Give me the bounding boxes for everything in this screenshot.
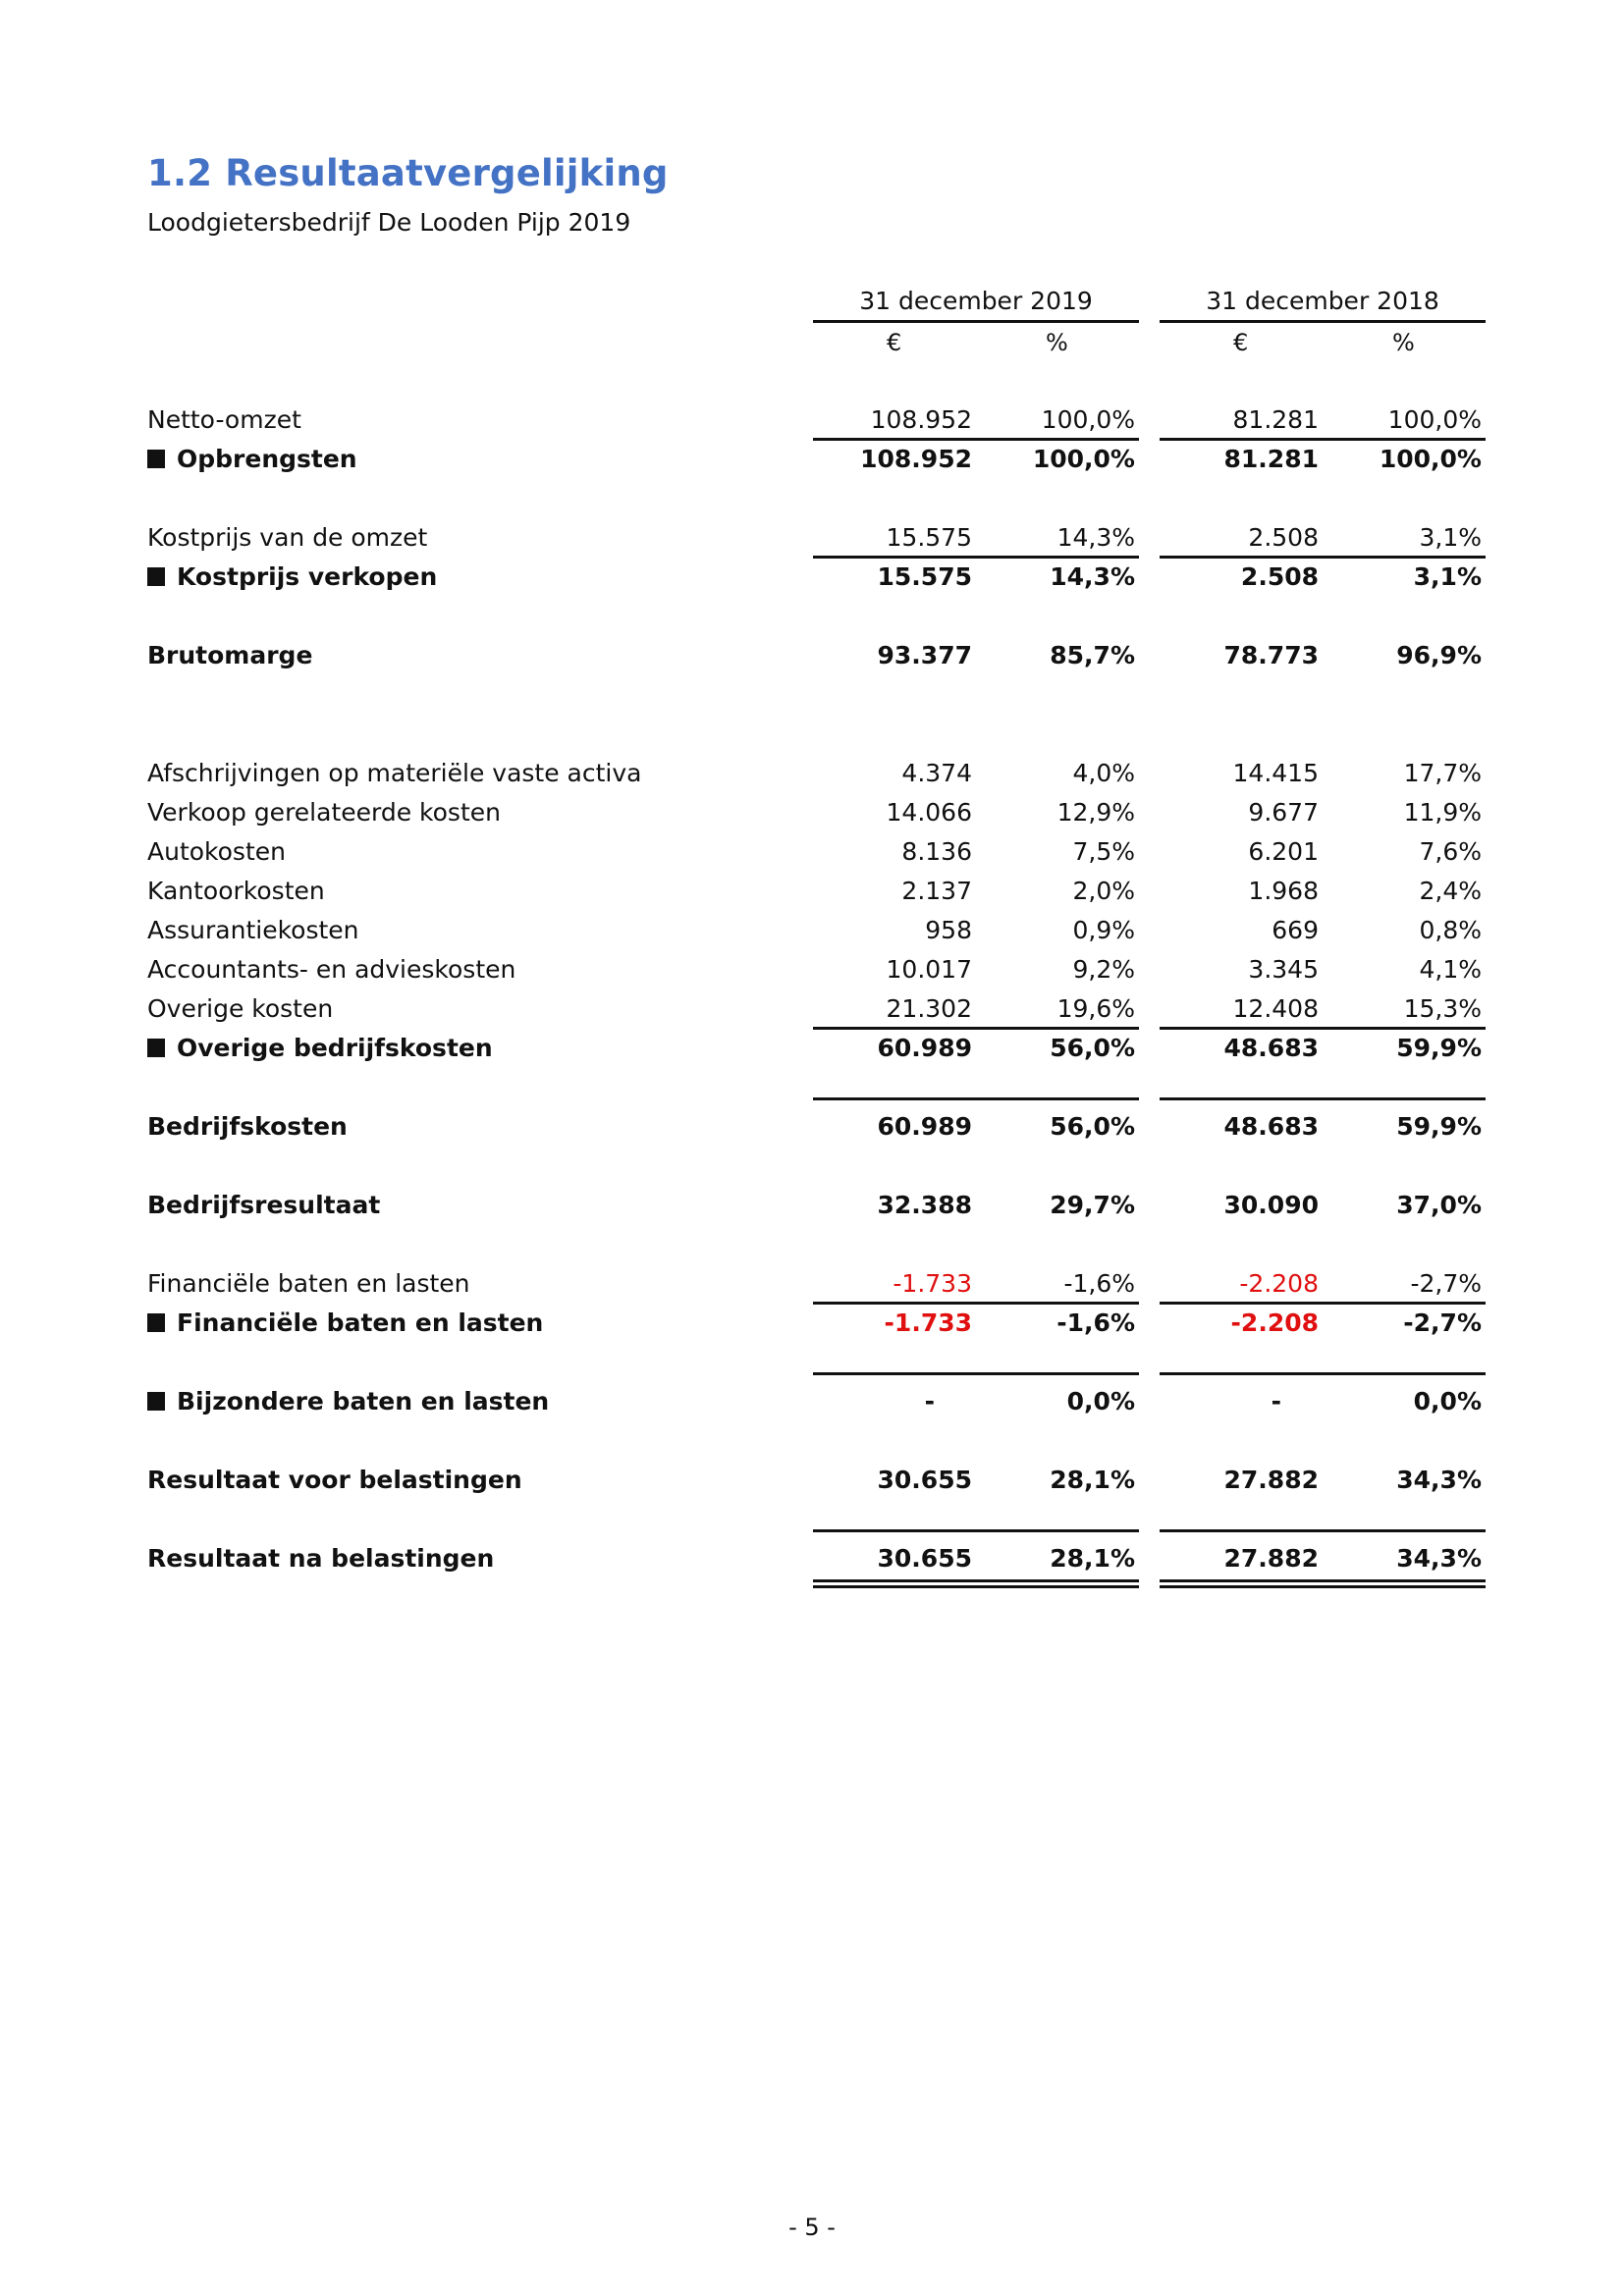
- table-row-netto-omzet: [0, 400, 1624, 440]
- row-label: Netto-omzet: [147, 405, 301, 434]
- row-label: Bijzondere baten en lasten: [177, 1387, 550, 1415]
- table-row-autokosten: [0, 832, 1624, 872]
- value-2018: 2.508: [1248, 523, 1319, 552]
- table-row-afschrijvingen: [0, 754, 1624, 793]
- square-bullet-icon: [147, 567, 165, 586]
- table-row-accountantskosten: [0, 950, 1624, 989]
- row-label: Overige bedrijfskosten: [177, 1034, 493, 1062]
- unit-euro-2018: €: [1233, 329, 1249, 356]
- value-2019: 8.136: [901, 837, 972, 866]
- value-2019: 21.302: [886, 994, 972, 1023]
- pct-2018: 0,0%: [1413, 1387, 1482, 1415]
- double-rule-top: [1160, 1579, 1486, 1582]
- table-row-overige-bedrijfskosten: [0, 1029, 1624, 1068]
- pct-2018: 4,1%: [1419, 955, 1482, 984]
- row-label: Overige kosten: [147, 994, 334, 1023]
- table-row-brutomarge: [0, 636, 1624, 675]
- value-2019: 14.066: [886, 798, 972, 827]
- table-row-bedrijfskosten: [0, 1107, 1624, 1147]
- row-label: Assurantiekosten: [147, 916, 359, 944]
- row-label: Autokosten: [147, 837, 286, 866]
- row-label: Brutomarge: [147, 641, 313, 669]
- value-2019: 108.952: [860, 445, 972, 473]
- square-bullet-icon: [147, 450, 165, 468]
- row-label: Afschrijvingen op materiële vaste activa: [147, 759, 642, 787]
- row-label: Kostprijs van de omzet: [147, 523, 428, 552]
- row-label: Verkoop gerelateerde kosten: [147, 798, 501, 827]
- value-2018: 27.882: [1223, 1544, 1319, 1573]
- total-rule: [1160, 1529, 1486, 1532]
- pct-2019: 100,0%: [1041, 405, 1135, 434]
- pct-2019: 19,6%: [1056, 994, 1135, 1023]
- value-2019: 958: [925, 916, 972, 944]
- value-2018: 14.415: [1232, 759, 1319, 787]
- pct-2019: 29,7%: [1050, 1191, 1135, 1219]
- unit-percent-2018: %: [1392, 329, 1415, 356]
- row-label: Financiële baten en lasten: [177, 1308, 544, 1337]
- value-2019: 93.377: [877, 641, 972, 669]
- value-2018: 6.201: [1248, 837, 1319, 866]
- square-bullet-icon: [147, 1392, 165, 1411]
- value-2018: 669: [1272, 916, 1319, 944]
- unit-euro-2019: €: [887, 329, 902, 356]
- row-label: Kantoorkosten: [147, 877, 325, 905]
- unit-percent-2019: %: [1046, 329, 1068, 356]
- row-label: Financiële baten en lasten: [147, 1269, 470, 1298]
- value-2019: 30.655: [877, 1544, 972, 1573]
- pct-2018: 3,1%: [1419, 523, 1482, 552]
- table-row-bedrijfsresultaat: [0, 1186, 1624, 1225]
- table-row-financiele-baten-lasten-total: [0, 1304, 1624, 1343]
- value-2019: -1.733: [884, 1308, 972, 1337]
- total-rule: [813, 1097, 1139, 1100]
- value-2018: 48.683: [1223, 1112, 1319, 1141]
- pct-2019: -1,6%: [1063, 1269, 1135, 1298]
- table-row-opbrengsten: [0, 440, 1624, 479]
- page-number: - 5 -: [788, 2214, 836, 2241]
- pct-2019: 7,5%: [1072, 837, 1135, 866]
- value-2018: -2.208: [1239, 1269, 1319, 1298]
- pct-2019: 0,0%: [1066, 1387, 1135, 1415]
- pct-2019: 4,0%: [1072, 759, 1135, 787]
- table-row-verkoop-kosten: [0, 793, 1624, 832]
- pct-2018: 100,0%: [1387, 405, 1482, 434]
- value-2018: -: [1271, 1387, 1281, 1415]
- value-2018: 3.345: [1248, 955, 1319, 984]
- value-2018: 27.882: [1223, 1466, 1319, 1494]
- pct-2019: 2,0%: [1072, 877, 1135, 905]
- value-2018: 81.281: [1223, 445, 1319, 473]
- double-rule-bottom: [1160, 1585, 1486, 1588]
- value-2018: 1.968: [1248, 877, 1319, 905]
- pct-2018: 11,9%: [1403, 798, 1482, 827]
- value-2018: 2.508: [1240, 562, 1319, 591]
- pct-2019: 12,9%: [1056, 798, 1135, 827]
- pct-2019: 28,1%: [1050, 1544, 1135, 1573]
- pct-2018: 34,3%: [1396, 1544, 1482, 1573]
- pct-2018: 2,4%: [1419, 877, 1482, 905]
- double-rule-bottom: [813, 1585, 1139, 1588]
- pct-2018: -2,7%: [1403, 1308, 1482, 1337]
- row-label: Accountants- en advieskosten: [147, 955, 516, 984]
- table-row-kantoorkosten: [0, 872, 1624, 911]
- pct-2018: 3,1%: [1413, 562, 1482, 591]
- pct-2019: 0,9%: [1072, 916, 1135, 944]
- pct-2019: 85,7%: [1050, 641, 1135, 669]
- total-rule: [813, 1372, 1139, 1375]
- value-2019: 60.989: [877, 1034, 972, 1062]
- pct-2019: 14,3%: [1050, 562, 1135, 591]
- value-2018: 9.677: [1248, 798, 1319, 827]
- table-row-assurantiekosten: [0, 911, 1624, 950]
- column-header-2019: 31 december 2019: [813, 287, 1139, 323]
- value-2019: 2.137: [901, 877, 972, 905]
- pct-2019: 56,0%: [1050, 1112, 1135, 1141]
- pct-2019: 56,0%: [1050, 1034, 1135, 1062]
- row-label: Resultaat na belastingen: [147, 1544, 495, 1573]
- pct-2018: 0,8%: [1419, 916, 1482, 944]
- square-bullet-icon: [147, 1039, 165, 1057]
- pct-2018: 7,6%: [1419, 837, 1482, 866]
- total-rule: [813, 1529, 1139, 1532]
- table-row-kostprijs-omzet: [0, 518, 1624, 558]
- table-row-financiele-baten-lasten: [0, 1264, 1624, 1304]
- value-2019: 4.374: [901, 759, 972, 787]
- value-2018: 48.683: [1223, 1034, 1319, 1062]
- company-subtitle: Loodgietersbedrijf De Looden Pijp 2019: [147, 208, 631, 237]
- value-2018: 30.090: [1223, 1191, 1319, 1219]
- table-row-resultaat-voor-belastingen: [0, 1461, 1624, 1500]
- value-2019: 15.575: [877, 562, 972, 591]
- pct-2019: -1,6%: [1056, 1308, 1135, 1337]
- value-2019: 30.655: [877, 1466, 972, 1494]
- value-2019: 32.388: [877, 1191, 972, 1219]
- value-2018: 81.281: [1232, 405, 1319, 434]
- row-label: Resultaat voor belastingen: [147, 1466, 522, 1494]
- pct-2018: 37,0%: [1396, 1191, 1482, 1219]
- page-title: 1.2 Resultaatvergelijking: [147, 152, 669, 194]
- column-header-2018: 31 december 2018: [1160, 287, 1486, 323]
- table-row-bijzondere-baten-lasten: [0, 1382, 1624, 1421]
- row-label: Bedrijfsresultaat: [147, 1191, 381, 1219]
- row-label: Opbrengsten: [177, 445, 357, 473]
- pct-2019: 9,2%: [1072, 955, 1135, 984]
- value-2019: 108.952: [870, 405, 972, 434]
- value-2019: 60.989: [877, 1112, 972, 1141]
- pct-2018: -2,7%: [1410, 1269, 1482, 1298]
- pct-2018: 15,3%: [1403, 994, 1482, 1023]
- table-row-kostprijs-verkopen: [0, 558, 1624, 597]
- pct-2019: 28,1%: [1050, 1466, 1135, 1494]
- pct-2018: 17,7%: [1403, 759, 1482, 787]
- value-2018: 78.773: [1223, 641, 1319, 669]
- pct-2019: 14,3%: [1056, 523, 1135, 552]
- pct-2018: 59,9%: [1396, 1034, 1482, 1062]
- table-row-resultaat-na-belastingen: [0, 1539, 1624, 1578]
- value-2019: 15.575: [886, 523, 972, 552]
- pct-2018: 34,3%: [1396, 1466, 1482, 1494]
- value-2019: -: [924, 1387, 935, 1415]
- table-row-overige-kosten: [0, 989, 1624, 1029]
- pct-2018: 59,9%: [1396, 1112, 1482, 1141]
- row-label: Kostprijs verkopen: [177, 562, 438, 591]
- double-rule-top: [813, 1579, 1139, 1582]
- total-rule: [1160, 1097, 1486, 1100]
- total-rule: [1160, 1372, 1486, 1375]
- pct-2018: 96,9%: [1396, 641, 1482, 669]
- value-2019: 10.017: [886, 955, 972, 984]
- value-2019: -1.733: [893, 1269, 972, 1298]
- square-bullet-icon: [147, 1313, 165, 1332]
- pct-2019: 100,0%: [1032, 445, 1135, 473]
- row-label: Bedrijfskosten: [147, 1112, 348, 1141]
- pct-2018: 100,0%: [1379, 445, 1482, 473]
- value-2018: 12.408: [1232, 994, 1319, 1023]
- value-2018: -2.208: [1230, 1308, 1319, 1337]
